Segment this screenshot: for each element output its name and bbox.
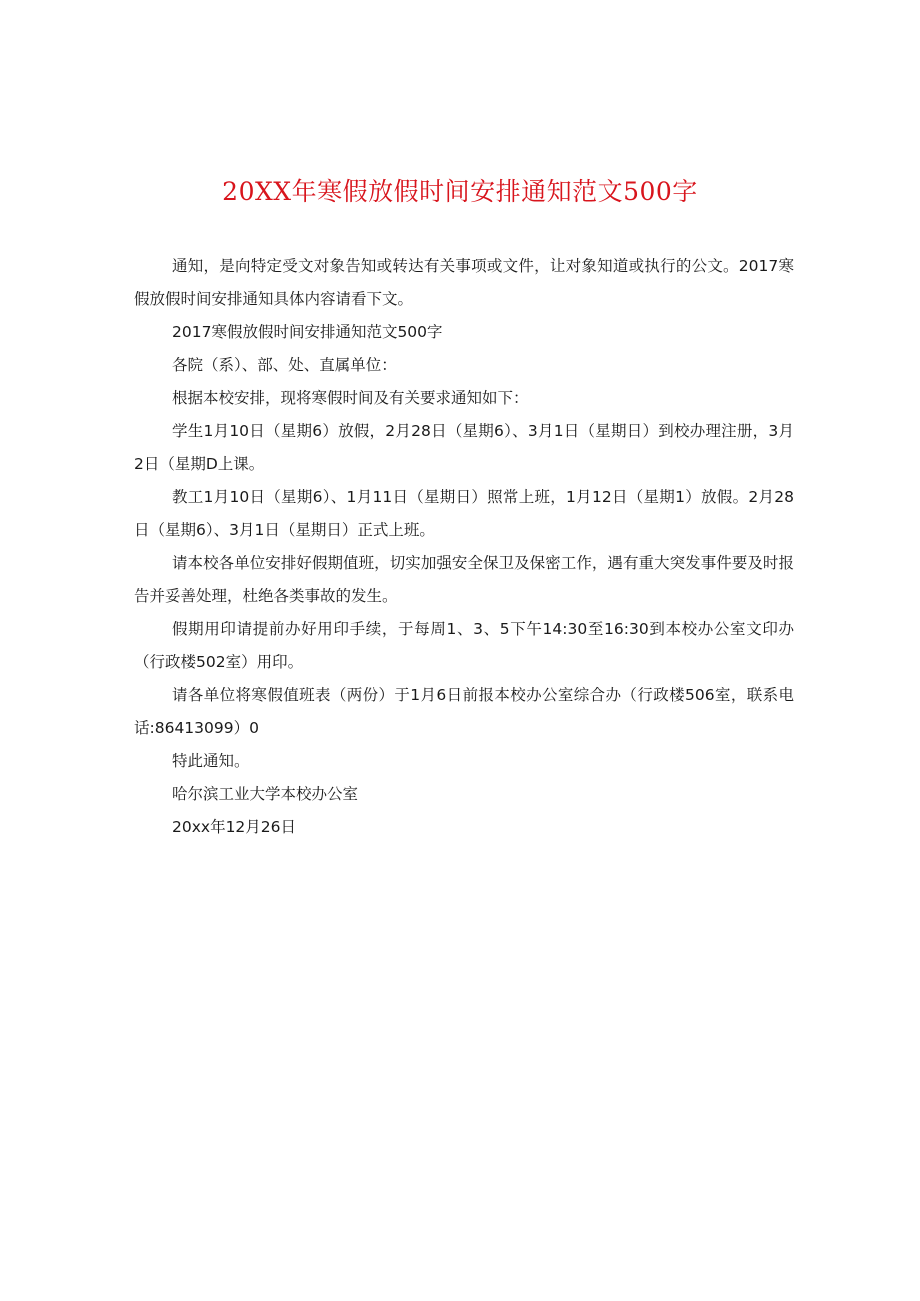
closing-line: 特此通知。 — [172, 752, 250, 770]
issuer-signature: 哈尔滨工业大学本校办公室 — [172, 785, 359, 803]
subtitle-line: 2017寒假放假时间安排通知范文500字 — [172, 323, 443, 341]
document-body — [134, 250, 794, 844]
issue-date: 20xx年12月26日 — [172, 818, 297, 836]
student-schedule-paragraph: 学生1月10日（星期6）放假，2月28日（星期6）、3月1日（星期日）到校办理注册，3月2日（星期D上课。 — [134, 422, 794, 473]
duty-roster-paragraph: 请各单位将寒假值班表（两份）于1月6日前报本校办公室综合办（行政楼506室，联系电话:86413099）0 — [134, 686, 794, 737]
document-title: 20XX年寒假放假时间安排通知范文500字 — [222, 177, 698, 206]
salutation: 各院（系）、部、处、直属单位： — [172, 356, 397, 374]
seal-usage-paragraph: 假期用印请提前办好用印手续，于每周1、3、5下午14:30至16:30到本校办公室文印办（行政楼502室）用印。 — [134, 620, 794, 671]
duty-safety-paragraph: 请本校各单位安排好假期值班，切实加强安全保卫及保密工作，遇有重大突发事件要及时报告并妥善处理，杜绝各类事故的发生。 — [134, 554, 794, 605]
staff-schedule-paragraph: 教工1月10日（星期6）、1月11日（星期日）照常上班，1月12日（星期1）放假。2月28日（星期6）、3月1日（星期日）正式上班。 — [134, 488, 794, 539]
notice-lead: 根据本校安排，现将寒假时间及有关要求通知如下： — [172, 389, 529, 407]
intro-paragraph: 通知，是向特定受文对象告知或转达有关事项或文件，让对象知道或执行的公文。2017寒假放假时间安排通知具体内容请看下文。 — [134, 257, 794, 308]
